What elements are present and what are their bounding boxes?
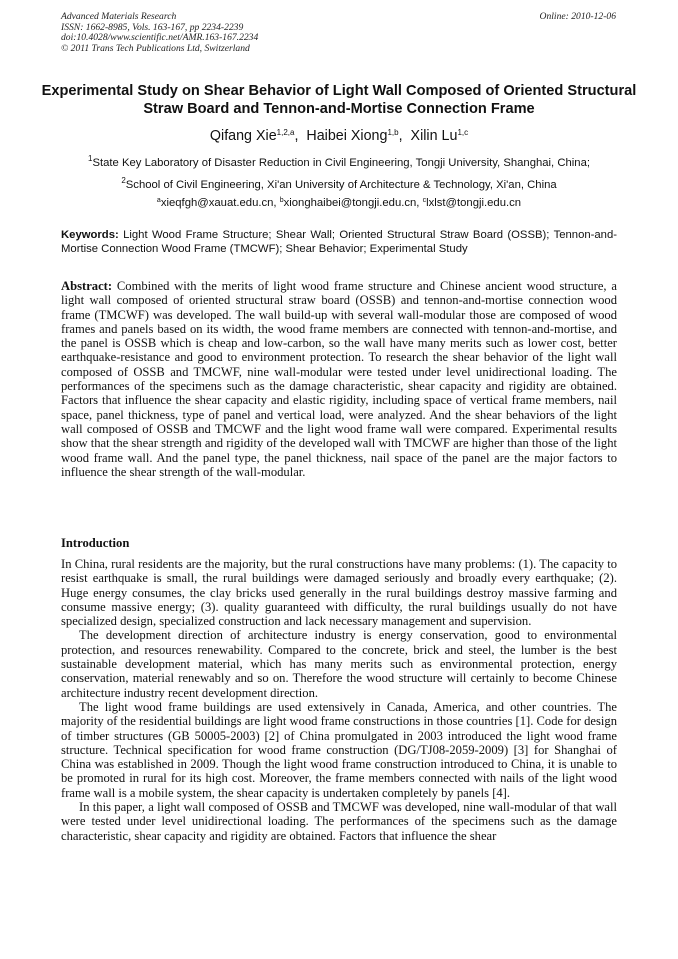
paragraph: In this paper, a light wall composed of OSSB and TMCWF was developed, nine wall-modular of that wall were tested under level unidirectional loading. The performances of the specimens such as the damage characteristic, shear capacity and rigidity are obtained. Factors that influence the shear [61, 800, 617, 843]
affiliation [0, 174, 678, 192]
abstract-text: Combined with the merits of light wood frame structure and Chinese ancient wood structure, a light wall composed of oriented structural straw board (OSSB) and tennon-and-mortise connection wood frame (TMCWF) was developed. The wall build-up with several wall-modular those are composed of wood frames and panels based on its width, the wood frame members are connected with tennon-and-mortise, and the panel is OSSB which is cheap and low-carbon, so the wall have many merits such as lower cost, better earthquake-resistance and good to environment protection. To research the shear behavior of the light wall composed of OSSB and TMCWF, nine wall-modular were tested under level unidirectional loading. The performances of the specimens such as the damage characteristic, shear capacity and rigidity are obtained. Factors that influence the shear capacity and elastic rigidity, including space of vertical frame members, nail space, panel thickness, type of panel and vertical load, were analyzed. And the shear behaviors of the light wall composed of OSSB and TMCWF and the light wood frame wall were compared. Experimental results show that the shear strength and rigidity of the developed wall with TMCWF are higher than those of the light wood frame wall. And the panel type, the panel thickness, nail space of the panel are the major factors to influence the shear strength of the wall-modular. [61, 279, 617, 479]
email-sup: a [156, 197, 161, 204]
introduction-body [61, 557, 617, 843]
paragraph: In China, rural residents are the majority, but the rural constructions have many problems: (1). The capacity to resist earthquake is small, the rural buildings were damaged seriously and broadly every earthquake; (2). Huge energy consumes, the clay bricks used generally in the rural buildings destroy massive farming and consume massive energy; (3). quality guaranteed with difficulty, the rural buildings usually do not have specialized design, specialized construction and lack necessary management and supervision. [61, 557, 617, 629]
affiliation-sup: 1 [88, 154, 93, 163]
journal-name: Advanced Materials Research [61, 11, 177, 22]
email-sup: b [279, 197, 284, 204]
affiliation-text: School of Civil Engineering, Xi'an University of Architecture & Technology, Xi'an, China [125, 179, 557, 191]
abstract-label: Abstract: [61, 279, 113, 293]
paper-title: Experimental Study on Shear Behavior of Light Wall Composed of Oriented Structural Straw Board and Tennon-and-Mortise Connection Frame [41, 83, 637, 117]
paragraph: The development direction of architecture industry is energy conservation, good to environmental protection, and resources renewability. Compared to the concrete, brick and steel, the lumber is the best sustainable development material, which has many merits such as environmental protection, energy conservation, material renewably and so on. Therefore the wood structure will certainly to become Chinese architecture industry recent development direction. [61, 628, 617, 700]
abstract [61, 279, 617, 479]
author-name: Xilin Lu [410, 128, 458, 144]
affiliation-sup: 2 [121, 176, 126, 185]
author-list [0, 124, 678, 145]
email-link[interactable]: xionghaibei@tongji.edu.cn, [283, 197, 420, 209]
paragraph: The light wood frame buildings are used extensively in Canada, America, and other countries. The majority of the residential buildings are light wood frame constructions in those countries [1]. Code for design of timber structures (GB 50005-2003) [2] of China promulgated in 2003 introduced the light wood frame structure. Technical specification for wood frame construction (DG/TJ08-2059-2009) [3] for Shanghai of China was established in 2009. Though the light wood frame construction introduced to China, it is unable to be promoted in rural for its high cost. Moreover, the frame members connected with nails of the light wood frame wall is a mobile system, the shear capacity is undertaken completely by panels [4]. [61, 699, 617, 800]
section-heading: Introduction [61, 536, 130, 550]
author-sup: 1,2,a [276, 128, 295, 137]
author-separator: , [398, 128, 403, 144]
affiliation [0, 152, 678, 170]
keywords-label: Keywords: [61, 229, 119, 241]
keywords-text: Light Wood Frame Structure; Shear Wall; Oriented Structural Straw Board (OSSB); Tennon-and-Mortise Connection Wood Frame (TMCWF); Shear Behavior; Experimental Study [61, 229, 618, 255]
email-link[interactable]: lxlst@tongji.edu.cn [426, 197, 522, 209]
email-link[interactable]: xieqfgh@xauat.edu.cn, [160, 197, 277, 209]
journal-issn: ISSN: 1662-8985, Vols. 163-167, pp 2234-2239 [61, 21, 244, 33]
affiliation-text: State Key Laboratory of Disaster Reduction in Civil Engineering, Tongji University, Shanghai, China; [92, 157, 590, 169]
keywords [61, 229, 617, 256]
journal-meta [61, 12, 258, 54]
author-name: Qifang Xie [209, 128, 277, 144]
journal-doi: doi:10.4028/www.scientific.net/AMR.163-167.2234 [61, 32, 259, 43]
journal-copyright: © 2011 Trans Tech Publications Ltd, Switzerland [61, 42, 250, 54]
author-sup: 1,b [387, 128, 399, 137]
author-name: Haibei Xiong [306, 128, 388, 144]
author-sup: 1,c [457, 128, 469, 137]
online-date: Online: 2010-12-06 [539, 11, 616, 22]
author-separator: , [294, 128, 299, 144]
email-list [0, 194, 678, 210]
email-sup: c [422, 197, 427, 204]
